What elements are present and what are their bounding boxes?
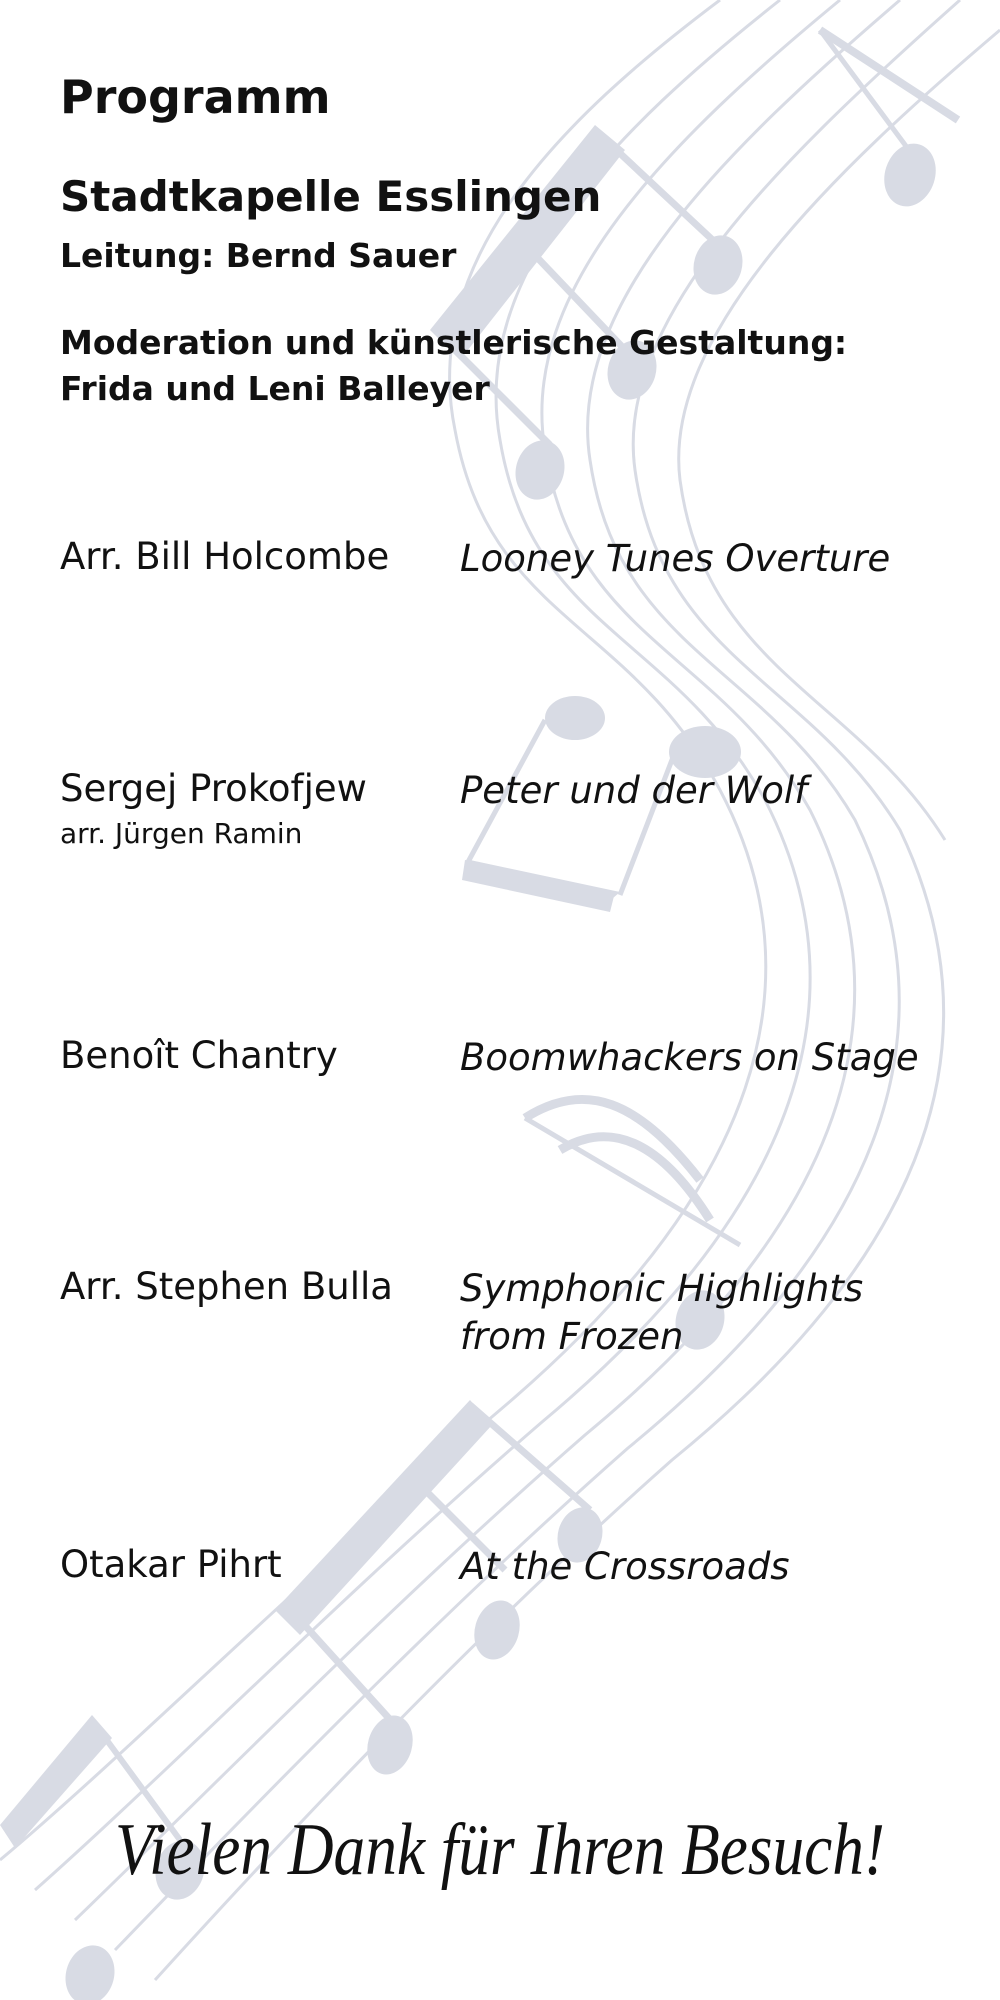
work-title xyxy=(460,1543,980,1591)
composer-name: Arr. Bill Holcombe xyxy=(60,535,390,578)
work-title xyxy=(460,1265,980,1361)
moderation-credit xyxy=(60,320,847,411)
composer-name: Benoît Chantry xyxy=(60,1034,338,1077)
ensemble-name: Stadtkapelle Esslingen xyxy=(60,172,602,221)
thank-you-note xyxy=(90,1790,910,1910)
work-title xyxy=(460,767,980,815)
work-title-line: Symphonic Highlights xyxy=(460,1267,864,1310)
work-title-line: from Frozen xyxy=(460,1315,684,1359)
moderation-line-2: Frida und Leni Balleyer xyxy=(60,368,490,408)
thank-you-text: Vielen Dank für Ihren Besuch! xyxy=(115,1809,885,1891)
composer-name: Sergej Prokofjew xyxy=(60,767,367,810)
composer-name: Otakar Pihrt xyxy=(60,1543,282,1586)
work-title-line: Looney Tunes Overture xyxy=(460,537,891,580)
moderation-line-1: Moderation und künstlerische Gestaltung: xyxy=(60,323,848,362)
work-title xyxy=(460,1034,980,1082)
conductor-credit: Leitung: Bernd Sauer xyxy=(60,236,457,275)
work-title-line: Peter und der Wolf xyxy=(460,769,808,812)
page-title: Programm xyxy=(60,70,331,124)
work-title xyxy=(460,535,980,583)
composer-name: Arr. Stephen Bulla xyxy=(60,1265,393,1308)
arranger-name: arr. Jürgen Ramin xyxy=(60,817,303,850)
work-title-line: Boomwhackers on Stage xyxy=(460,1036,919,1079)
thank-you-svg xyxy=(90,1790,910,1910)
work-title-line: At the Crossroads xyxy=(460,1545,790,1588)
